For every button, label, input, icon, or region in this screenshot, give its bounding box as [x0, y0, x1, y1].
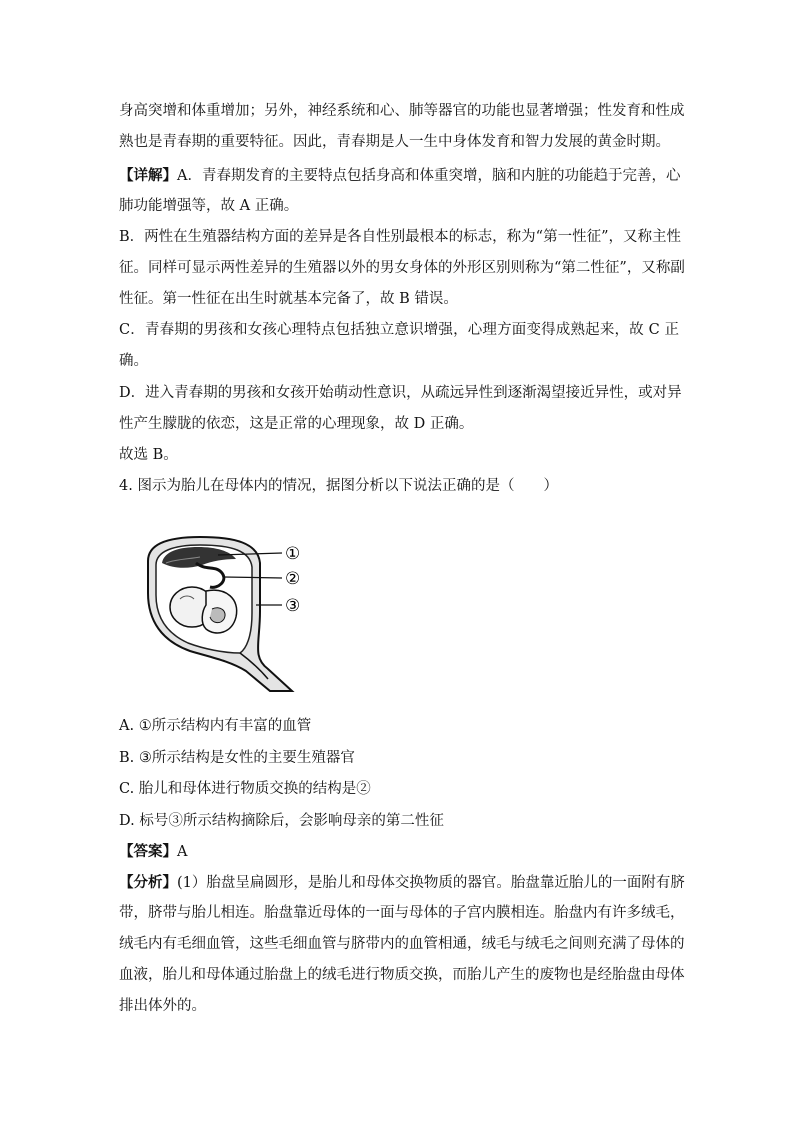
analysis-line-1	[119, 867, 685, 898]
detail-b-line-1: B．两性在生殖器结构方面的差异是各自性别最根本的标志，称为“第一性征”，又称主性	[119, 229, 681, 245]
option-c: C. 胎儿和母体进行物质交换的结构是②	[119, 781, 371, 797]
detail-tag: 【详解】	[119, 167, 177, 184]
detail-option-b	[119, 222, 685, 315]
detail-option-d	[119, 378, 682, 440]
detail-option-a	[119, 160, 679, 222]
question-text: 4. 图示为胎儿在母体内的情况，据图分析以下说法正确的是（ ）	[119, 478, 558, 494]
detail-d-line-2: 性产生朦胧的依恋，这是正常的心理现象，故 D 正确。	[119, 416, 474, 432]
detail-conclusion	[119, 440, 679, 471]
detail-b-line-2: 征。同样可显示两性差异的生殖器以外的男女身体的外形区别则称为“第二性征”，又称副	[119, 260, 685, 276]
label-1: ①	[285, 544, 301, 564]
analysis-line-3: 绒毛内有毛细血管，这些毛细血管与脐带内的血管相通，绒毛与绒毛之间则充满了母体的	[119, 936, 685, 952]
analysis-line-2: 带，脐带与胎儿相连。胎盘靠近母体的一面与母体的子宫内膜相连。胎盘内有许多绒毛，	[119, 905, 685, 921]
fetus-limbs	[210, 608, 225, 623]
question-stem	[119, 471, 679, 502]
answer-block	[119, 836, 679, 867]
analysis-block	[119, 867, 685, 1022]
detail-b-line-3: 性征。第一性征在出生时就基本完备了，故 B 错误。	[119, 291, 458, 307]
intro-paragraph	[119, 96, 685, 158]
intro-line-1: 身高突增和体重增加；另外，神经系统和心、肺等器官的功能也显著增强；性发育和性成	[119, 103, 685, 119]
conclusion-text: 故选 B。	[119, 447, 178, 463]
fetus-diagram	[140, 533, 310, 693]
detail-c-line-1: C．青春期的男孩和女孩心理特点包括独立意识增强，心理方面变得成熟起来，故 C 正	[119, 322, 679, 338]
answer-tag: 【答案】	[119, 843, 177, 860]
detail-option-c	[119, 315, 679, 377]
option-b: B. ③所示结构是女性的主要生殖器官	[119, 750, 355, 766]
detail-a-line-2: 肺功能增强等，故 A 正确。	[119, 198, 299, 214]
detail-a-text: A．青春期发育的主要特点包括身高和体重突增，脑和内脏的功能趋于完善，心	[177, 168, 681, 184]
answer-line	[119, 836, 679, 867]
intro-line-2: 熟也是青春期的重要特征。因此，青春期是人一生中身体发育和智力发展的黄金时期。	[119, 134, 670, 150]
label-2: ②	[285, 569, 301, 589]
analysis-line-4: 血液，胎儿和母体通过胎盘上的绒毛进行物质交换，而胎儿产生的废物也是经胎盘由母体	[119, 967, 685, 983]
analysis-text-1: (1）胎盘呈扁圆形，是胎儿和母体交换物质的器官。胎盘靠近胎儿的一面附有脐	[177, 875, 685, 891]
detail-d-line-1: D．进入青春期的男孩和女孩开始萌动性意识，从疏远异性到逐渐渴望接近异性，或对异	[119, 385, 682, 401]
analysis-tag: 【分析】	[119, 874, 177, 891]
fetus-in-uterus-figure	[140, 533, 310, 693]
analysis-line-5: 排出体外的。	[119, 998, 206, 1014]
detail-c-line-2: 确。	[119, 353, 148, 369]
option-a: A. ①所示结构内有丰富的血管	[119, 718, 312, 734]
option-d: D. 标号③所示结构摘除后，会影响母亲的第二性征	[119, 813, 444, 829]
answer-value: A	[177, 844, 188, 860]
label-3: ③	[285, 596, 301, 616]
detail-a-line-1	[119, 160, 679, 191]
